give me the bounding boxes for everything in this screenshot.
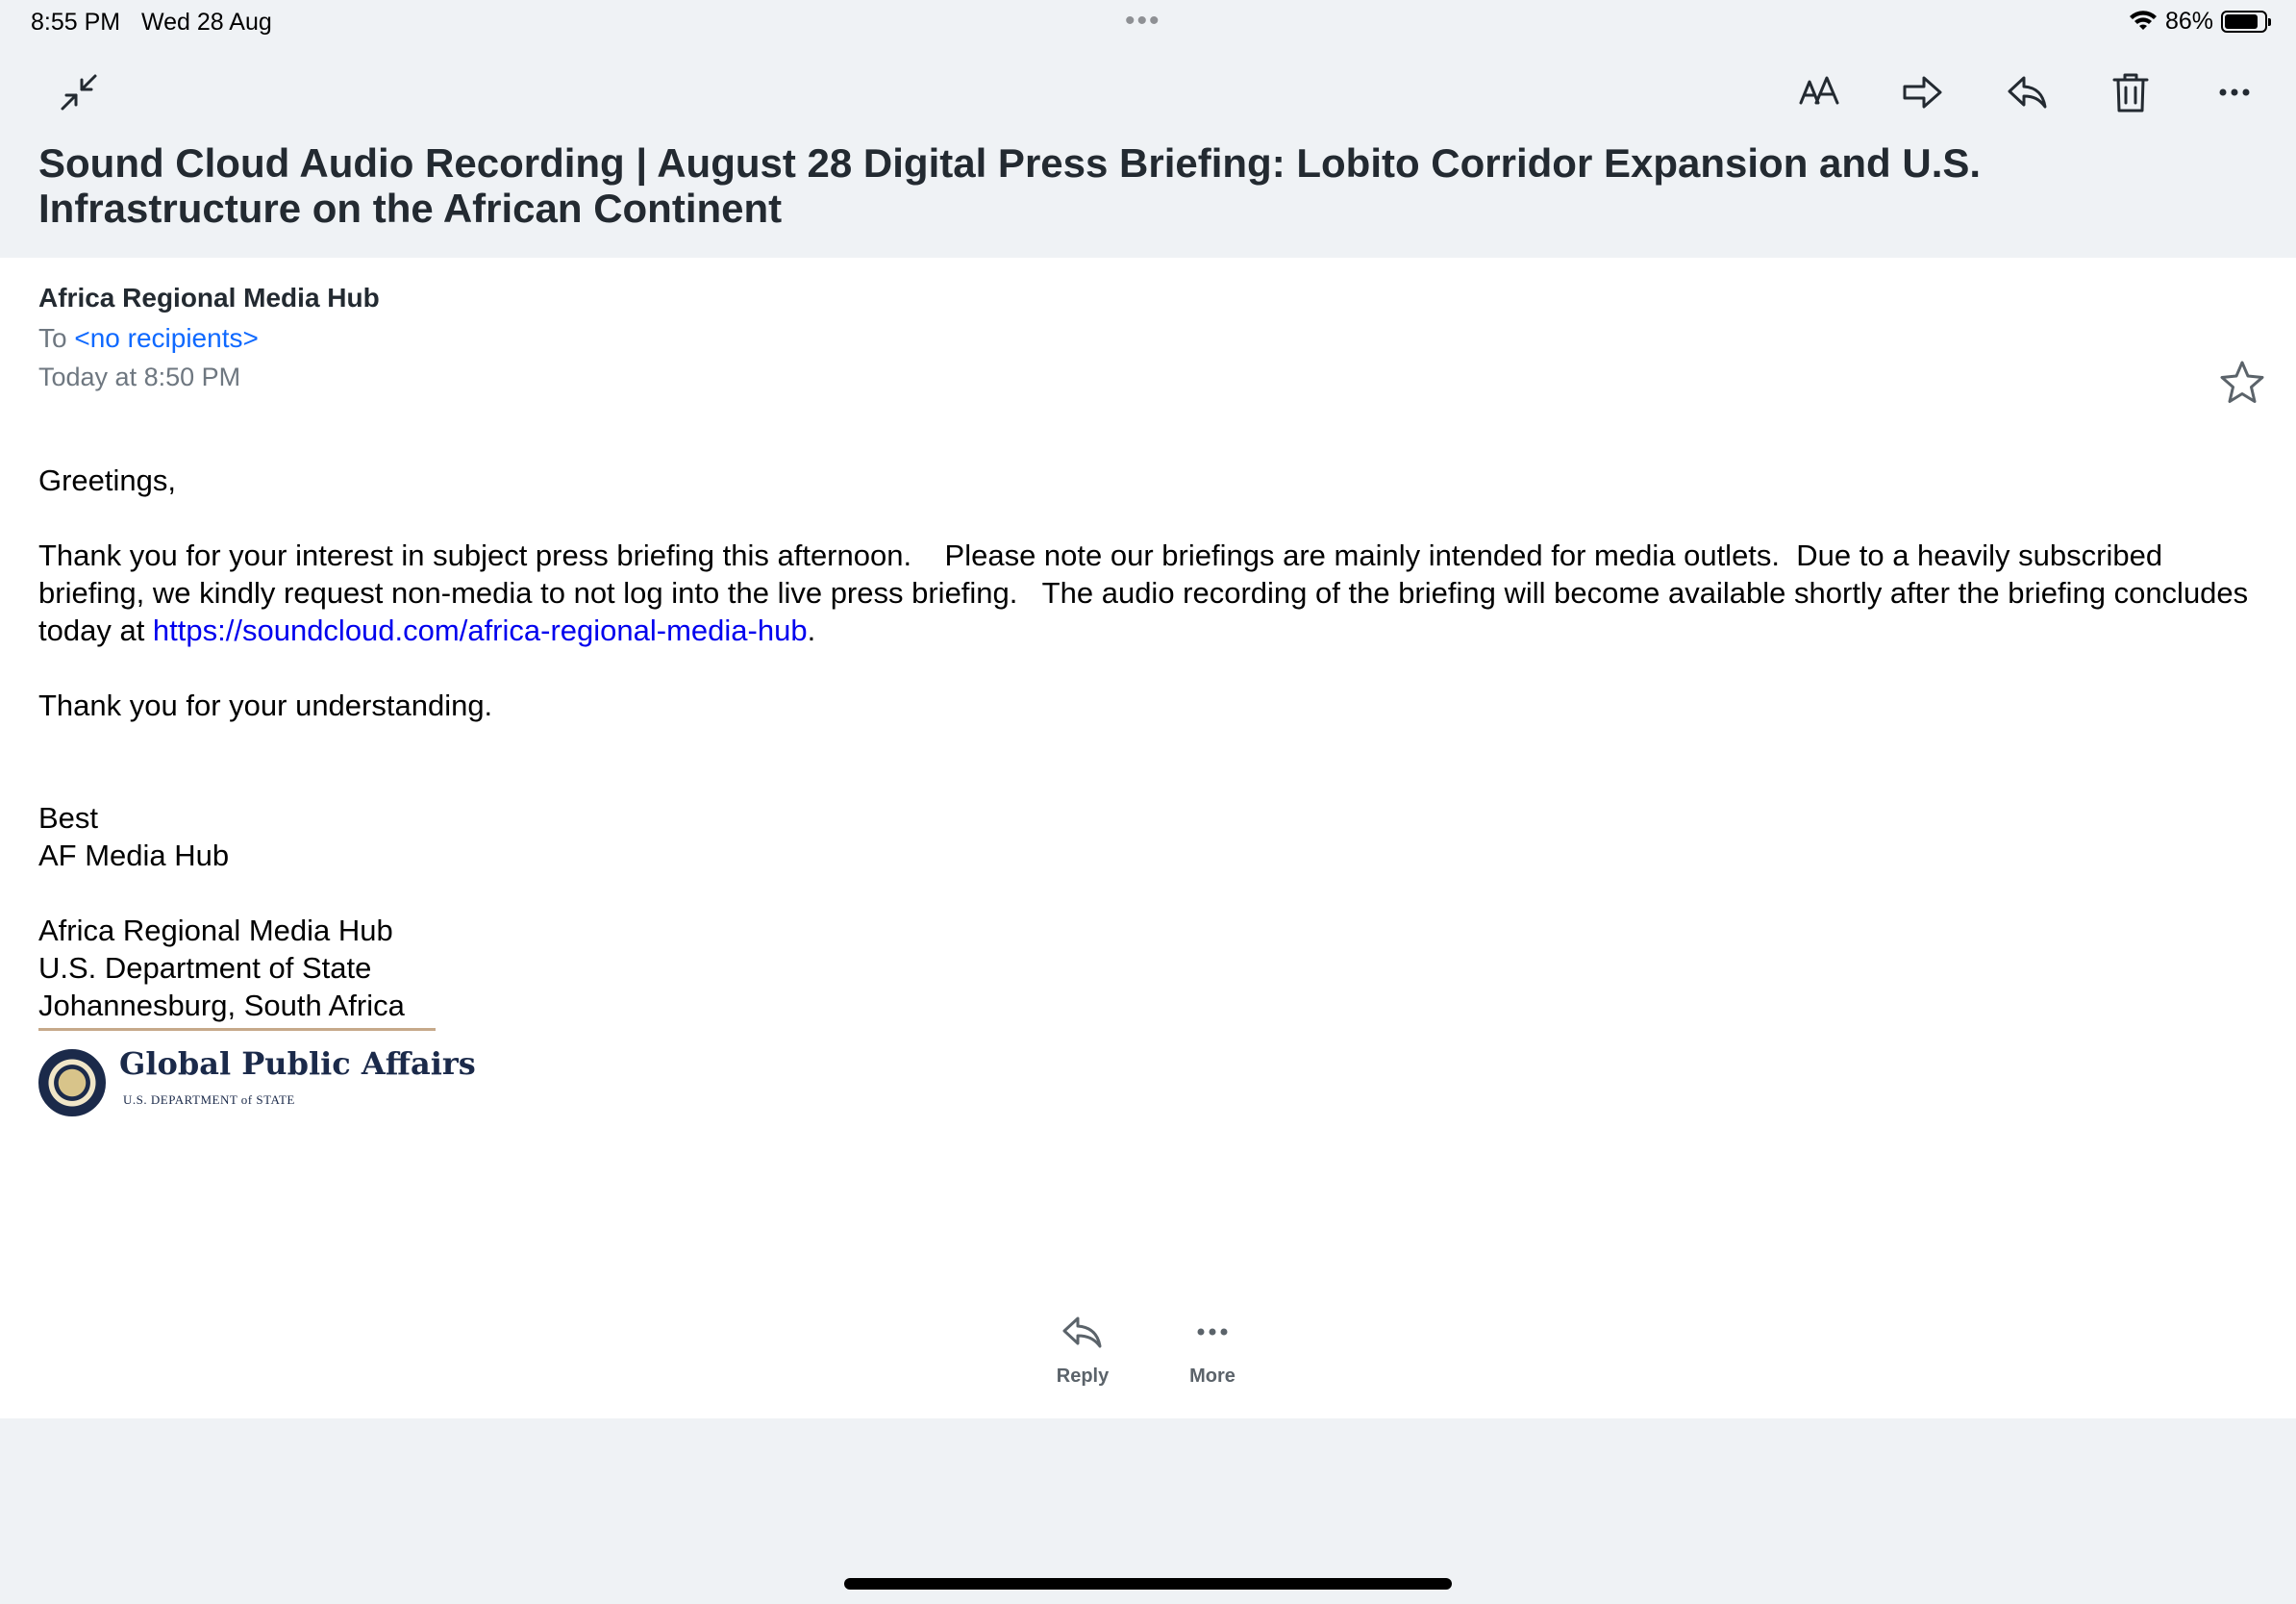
soundcloud-link[interactable]: https://soundcloud.com/africa-regional-media-hub bbox=[152, 614, 808, 647]
signature-location: Johannesburg, South Africa bbox=[38, 989, 405, 1022]
reply-button[interactable] bbox=[1025, 1313, 1140, 1388]
message-card bbox=[0, 258, 2296, 1418]
logo-title: Global Public Affairs bbox=[119, 1045, 476, 1082]
body-paragraph-text: Thank you for your interest in subject press briefing this afternoon. Please note our briefings are mainly intended for media outlets. Due to a heavily subscribed briefing, we kindly request non-media to not log into the live press briefing. The audio recording of the briefing will become available shortly after the briefing concludes today at bbox=[38, 539, 2257, 647]
global-public-affairs-logo bbox=[38, 1046, 2250, 1118]
status-date: Wed 28 Aug bbox=[141, 9, 272, 36]
more-label: More bbox=[1189, 1366, 1235, 1387]
status-time: 8:55 PM bbox=[31, 9, 121, 36]
greeting: Greetings, bbox=[38, 464, 177, 497]
signature-dept: U.S. Department of State bbox=[38, 951, 372, 985]
home-indicator[interactable] bbox=[844, 1578, 1452, 1590]
more-button[interactable] bbox=[1155, 1313, 1270, 1388]
email-date: Today at 8:50 PM bbox=[38, 363, 241, 391]
forward-icon[interactable] bbox=[1892, 62, 1954, 123]
wifi-icon bbox=[2129, 11, 2158, 34]
sender-name[interactable]: Africa Regional Media Hub bbox=[38, 283, 380, 313]
reply-label: Reply bbox=[1056, 1366, 1110, 1387]
status-bar bbox=[0, 0, 2296, 46]
recipients-link[interactable]: <no recipients> bbox=[74, 323, 259, 353]
multitasking-dots-icon[interactable]: ••• bbox=[1125, 5, 1161, 37]
collapse-arrows-icon[interactable] bbox=[48, 62, 110, 123]
trash-icon[interactable] bbox=[2100, 62, 2161, 123]
signoff-line: AF Media Hub bbox=[38, 839, 230, 872]
signature-org: Africa Regional Media Hub bbox=[38, 914, 393, 947]
recipients-line bbox=[38, 323, 259, 354]
status-right bbox=[2129, 8, 2267, 36]
body-paragraph-end: . bbox=[807, 614, 816, 647]
thanks-line: Thank you for your understanding. bbox=[38, 689, 493, 722]
logo-subtitle: U.S. DEPARTMENT of STATE bbox=[123, 1092, 295, 1107]
body-paragraph bbox=[38, 537, 2257, 649]
to-label: To bbox=[38, 323, 67, 353]
email-body bbox=[38, 462, 2257, 1118]
more-icon[interactable] bbox=[2204, 62, 2265, 123]
email-subject: Sound Cloud Audio Recording | August 28 Digital Press Briefing: Lobito Corridor Expansion and U.S. Infrastructure on the African Continent bbox=[38, 140, 1982, 231]
battery-percent: 86% bbox=[2164, 8, 2213, 35]
email-toolbar bbox=[0, 58, 2296, 127]
signature-divider bbox=[38, 1028, 436, 1031]
text-size-icon[interactable] bbox=[1788, 62, 1850, 123]
battery-icon bbox=[2221, 11, 2267, 33]
reply-icon[interactable] bbox=[1996, 62, 2058, 123]
star-icon[interactable] bbox=[2217, 358, 2267, 408]
battery-fill bbox=[2225, 14, 2258, 29]
state-department-seal-icon bbox=[38, 1049, 106, 1116]
closing-line: Best bbox=[38, 801, 99, 835]
